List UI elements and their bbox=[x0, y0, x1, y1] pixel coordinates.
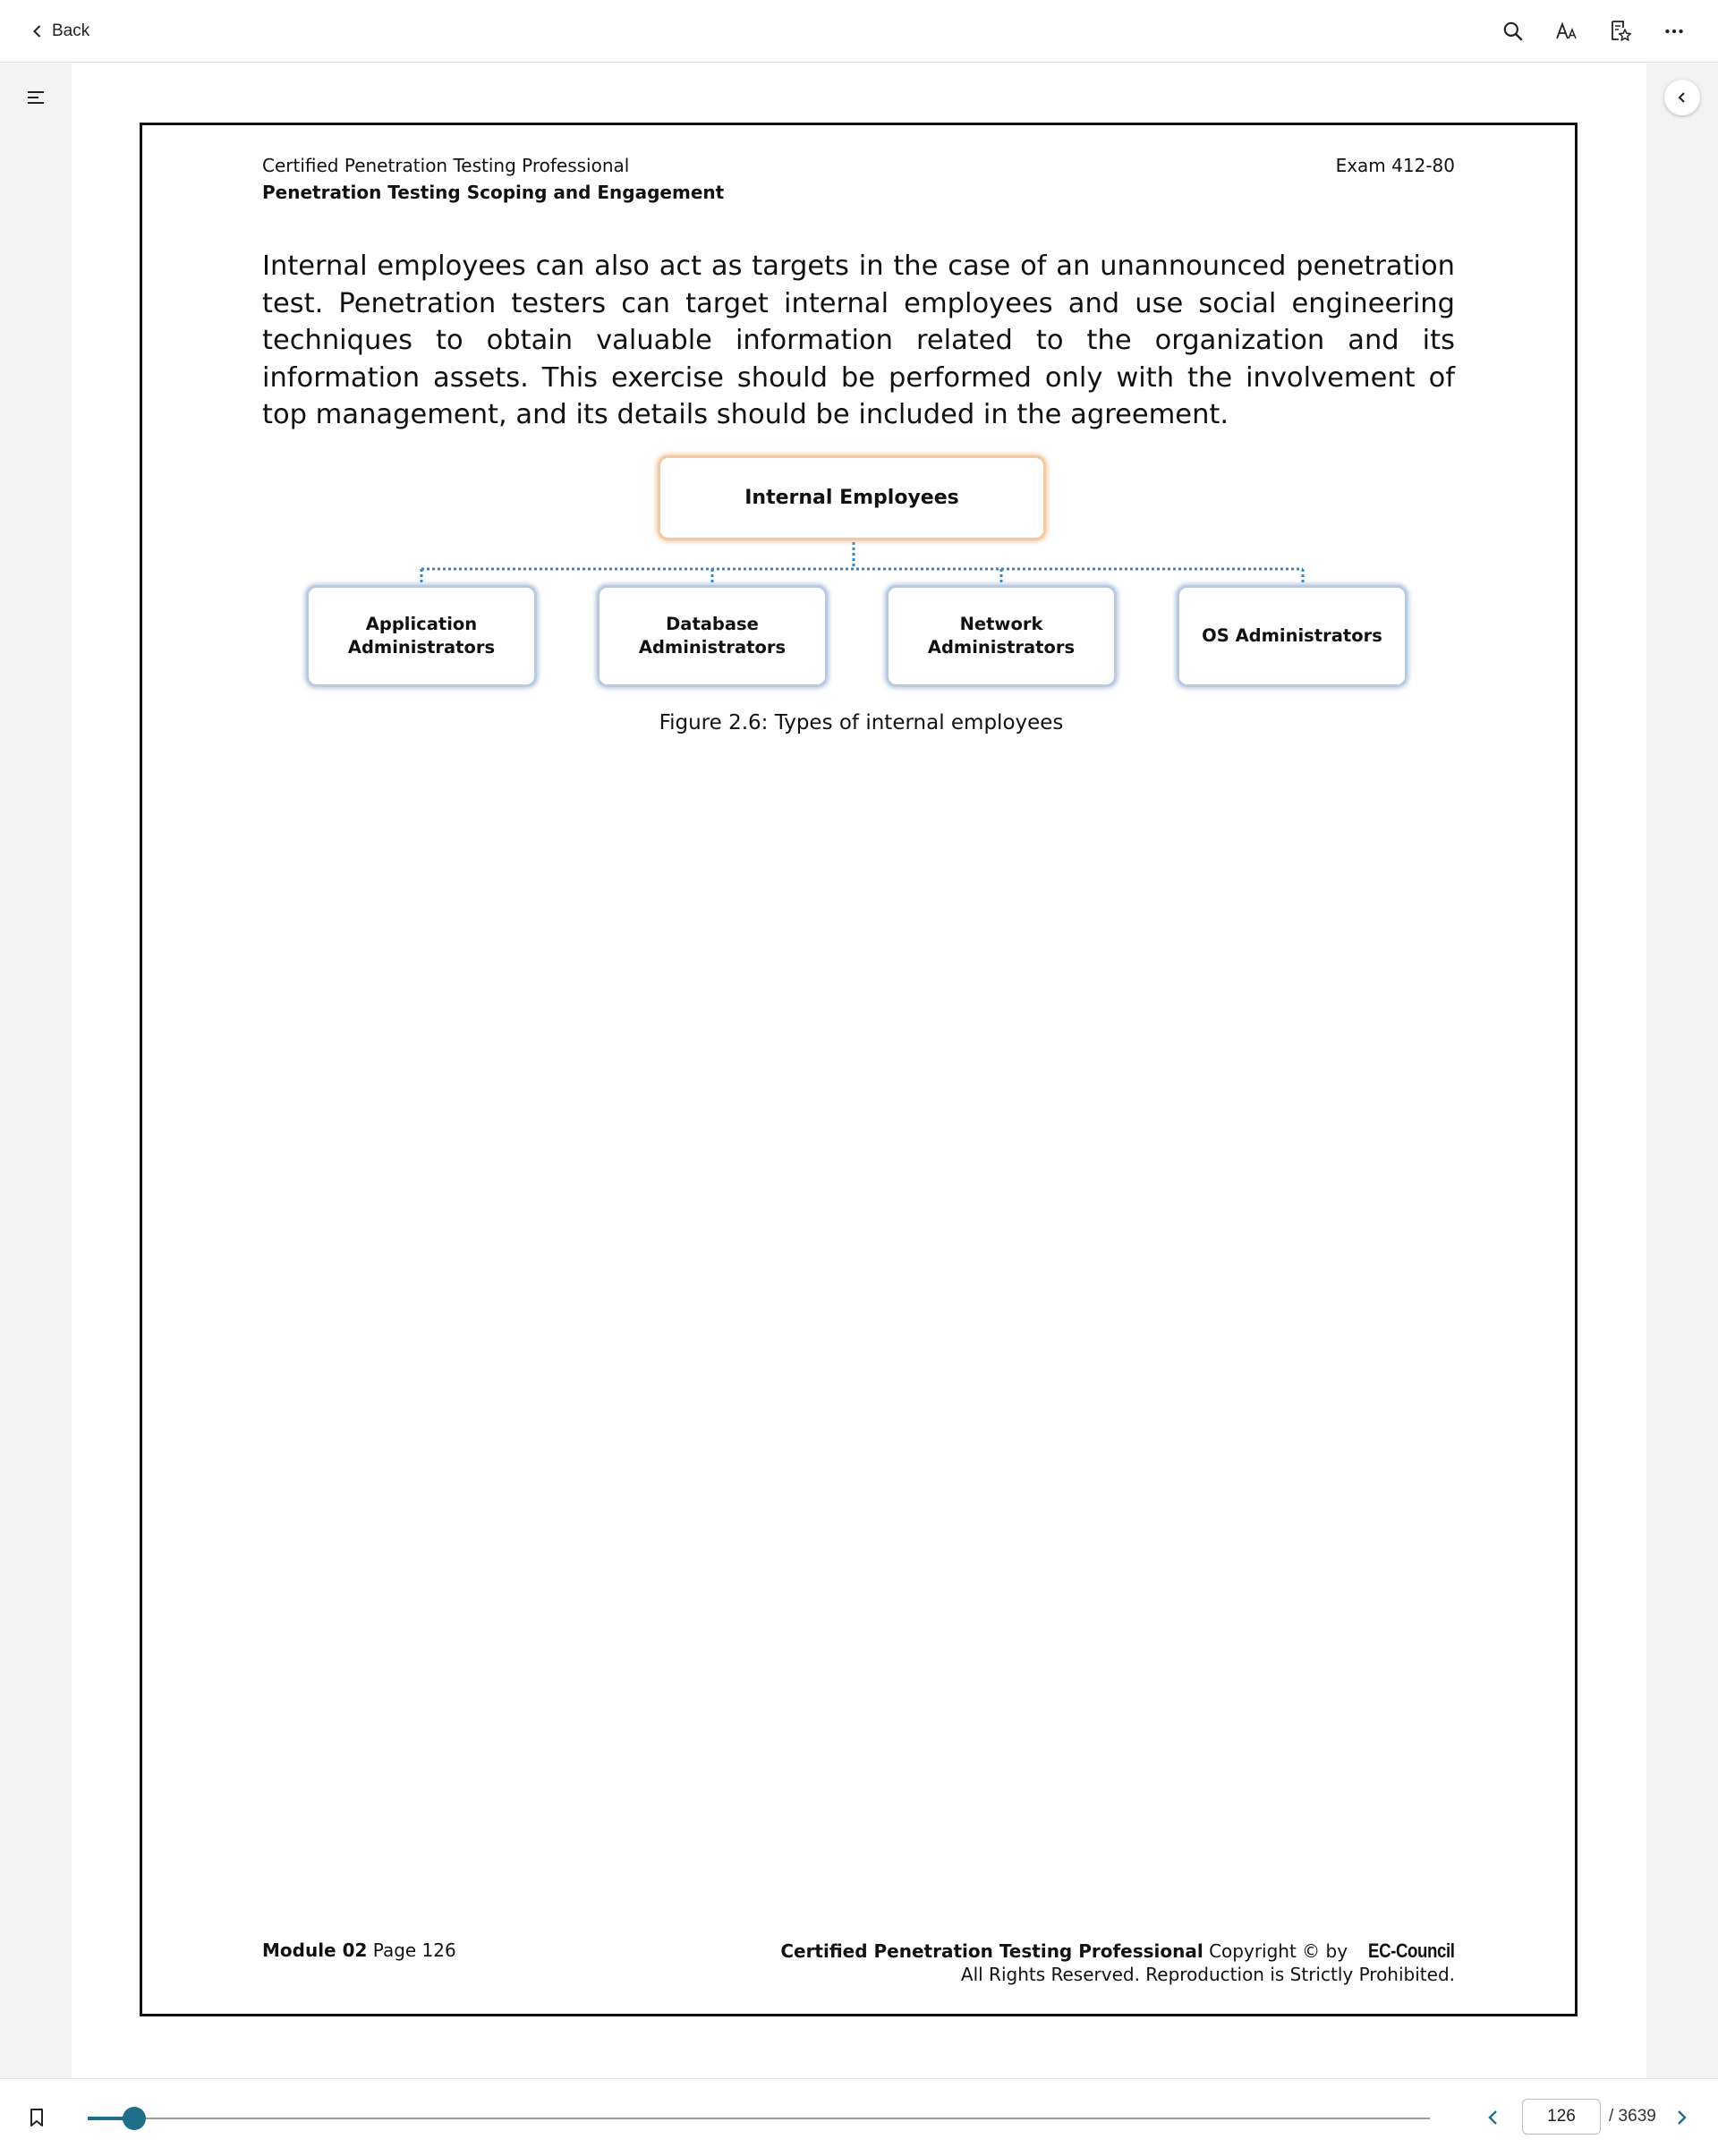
page-header-left bbox=[262, 155, 724, 203]
next-page-button[interactable] bbox=[1668, 2104, 1695, 2131]
footer-copyright: Copyright © by bbox=[1209, 1940, 1348, 1962]
back-button[interactable] bbox=[30, 18, 89, 45]
chevron-left-icon bbox=[1486, 2109, 1501, 2126]
body-paragraph: Internal employees can also act as targets in the case of an unannounced penetration test. Penetration testers can target internal employees and use social engineering techniques to obtain valuable information related to the organization and its information assets. This exercise should be performed only with the involvement of top management, and its details should be included in the agreement. bbox=[262, 250, 1455, 431]
search-button[interactable] bbox=[1494, 13, 1532, 50]
diagram-root-node: Internal Employees bbox=[658, 455, 1046, 540]
chevron-left-icon bbox=[30, 24, 45, 38]
chevron-right-icon bbox=[1674, 2109, 1688, 2126]
back-label: Back bbox=[52, 21, 90, 40]
footer-page: Page 126 bbox=[372, 1940, 456, 1961]
bookmark-button[interactable] bbox=[23, 2104, 50, 2131]
previous-page-button[interactable] bbox=[1480, 2104, 1507, 2131]
left-rail bbox=[0, 64, 72, 2078]
font-size-icon bbox=[1555, 20, 1578, 43]
font-size-button[interactable] bbox=[1548, 13, 1586, 50]
header-module-title: Penetration Testing Scoping and Engagement bbox=[262, 182, 725, 203]
right-rail bbox=[1646, 64, 1718, 2078]
footer-rights: All Rights Reserved. Reproduction is Strictly Prohibited. bbox=[960, 1964, 1455, 1985]
diagram-child-node: Network Administrators bbox=[886, 585, 1117, 687]
header-course: Certified Penetration Testing Professional bbox=[262, 155, 630, 176]
search-icon bbox=[1501, 20, 1525, 43]
slider-handle[interactable] bbox=[123, 2107, 146, 2130]
page-number-input[interactable] bbox=[1522, 2099, 1601, 2135]
page-total: / 3639 bbox=[1609, 2107, 1656, 2126]
bookmarks-list-button[interactable] bbox=[1602, 13, 1639, 50]
footer-course: Certified Penetration Testing Professional bbox=[780, 1940, 1203, 1962]
menu-icon bbox=[27, 89, 45, 106]
chevron-left-icon bbox=[1676, 91, 1688, 104]
collapse-panel-button[interactable] bbox=[1664, 80, 1700, 115]
more-icon bbox=[1663, 20, 1686, 43]
diagram-child-node: OS Administrators bbox=[1177, 585, 1408, 687]
diagram-child-node: Database Administrators bbox=[597, 585, 828, 687]
document-page bbox=[140, 123, 1578, 2016]
diagram-child-node: Application Administrators bbox=[306, 585, 537, 687]
top-toolbar bbox=[0, 0, 1718, 63]
more-button[interactable] bbox=[1655, 13, 1693, 50]
ec-council-logo: EC-Council bbox=[1368, 1940, 1455, 1962]
page-footer-left bbox=[262, 1940, 456, 1961]
bookmarks-list-icon bbox=[1609, 20, 1632, 43]
header-exam: Exam 412-80 bbox=[1335, 155, 1455, 176]
bottom-navigation-bar bbox=[0, 2078, 1718, 2156]
page-footer-right bbox=[780, 1940, 1455, 1986]
bookmark-icon bbox=[29, 2108, 45, 2127]
page-slider[interactable] bbox=[88, 2118, 1430, 2119]
table-of-contents-button[interactable] bbox=[20, 81, 52, 114]
figure-caption: Figure 2.6: Types of internal employees bbox=[659, 711, 1064, 734]
footer-module: Module 02 bbox=[262, 1940, 368, 1961]
